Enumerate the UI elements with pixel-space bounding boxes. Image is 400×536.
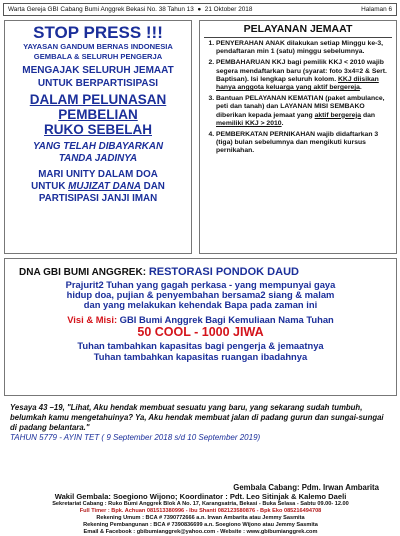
list-item [216, 59, 393, 92]
item-text: Bantuan PELAYANAN KEMATIAN (paket ambulance, peti dan tanah) dan LAYANAN MISI SEMBAKO diberikan kepada jemaat yang [216, 95, 385, 119]
list-item [216, 131, 393, 156]
item-emphasis: KKJ diisikan hanya anggota keluarga yang aktif bergereja [216, 75, 379, 92]
item-emphasis-2: memiliki KKJ > 2010 [216, 119, 282, 127]
cool-jiwa-target: 50 COOL - 1000 JIWA [137, 325, 264, 339]
rekening-pembangunan: Rekening Pembangunan : BCA # 7390836699 a.n. Soegiono Wijono atau Jemmy Sasmita [83, 522, 318, 528]
payoff-line-1: DALAM PELUNASAN [29, 92, 167, 107]
paid-line-1: YANG TELAH DIBAYARKAN [32, 141, 164, 152]
item-text: PENYERAHAN ANAK dilakukan setiap Minggu ke-3, pendaftaran min 1 (satu) minggu sebelumnya. [216, 40, 384, 56]
item-mid: dan [361, 111, 376, 119]
publication-name: Warta Gereja GBI Cabang Bumi Anggrek Bekasi No. 38 Tahun 13 [8, 6, 194, 13]
pray-line-2-post: DAN [140, 181, 165, 192]
verse-block [4, 401, 397, 479]
pray-line-3: PARTISIPASI JANJI IMAN [38, 193, 158, 204]
pray-line-1: MARI UNITY DALAM DOA [38, 169, 158, 180]
visi-text: GBI Bumi Anggrek Bagi Kemuliaan Nama Tuhan [119, 314, 334, 325]
wakil-gembala: Wakil Gembala: Soegiono Wijono; Koordinator : Pdt. Leo Sitinjak & Kalemo Daeli [54, 492, 347, 501]
full-timer: Full Timer : Bpk. Achuan 081513380996 - Ibu Shanti 082123580876 - Bpk Eko 085216494708 [79, 508, 322, 514]
gembala-cabang: Gembala Cabang: Pdm. Irwan Ambarita [233, 483, 379, 492]
org-line-2: GEMBALA & SELURUH PENGERJA [33, 51, 163, 61]
paid-line-2: TANDA JADINYA [58, 153, 138, 164]
pelayanan-jemaat-box [199, 20, 397, 254]
dna-heading [19, 266, 396, 279]
tahun-line: TAHUN 5779 - AYIN TET ( 9 September 2018 s/d 10 September 2019) [10, 433, 261, 443]
item-tail: . [281, 119, 284, 127]
title-divider [204, 37, 392, 38]
pray-line-2 [5, 181, 191, 193]
dna-title: RESTORASI PONDOK DAUD [148, 266, 299, 278]
verse-text: Yesaya 43 –19, "Lihat, Aku hendak membuat sesuatu yang baru, yang sekarang sudah tumbuh, belumkah kamu mengetahuinya? Ya, Aku hendak membuat jalan di padang gurun dan sungai-sungai di padang belantara." [10, 403, 384, 432]
sekretariat: Sekretariat Cabang : Ruko Bumi Anggrek Blok A No. 17, Karangsatria, Bekasi - Buka Selasa - Sabtu 09.00- 12.00 [52, 501, 349, 507]
tambahkan-line-2: Tuhan tambahkan kapasitas ruangan ibadahnya [93, 351, 308, 362]
visi-label: Visi & Misi: [67, 314, 118, 325]
dna-label: DNA GBI BUMI ANGGREK: [19, 267, 147, 278]
newsletter-header [3, 3, 397, 16]
tambahkan-line-1: Tuhan tambahkan kapasitas bagi pengerja & jemaatnya [77, 340, 324, 351]
item-emphasis: aktif bergereja [314, 111, 362, 119]
list-item [216, 95, 393, 128]
item-text: PEMBERKATAN PERNIKAHAN wajib didaftarkan 3 (tiga) bulan sebelumnya dan mengikuti kursus pernikahan. [216, 131, 379, 155]
stop-press-box [4, 20, 192, 254]
list-item [216, 40, 393, 56]
prajurit-line-3: dan yang melakukan kehendak Bapa pada zaman ini [83, 300, 318, 310]
bullet-separator: ● [197, 6, 202, 13]
invite-line-2: UNTUK BERPARTISIPASI [37, 78, 159, 89]
invite-line-1: MENGAJAK SELURUH JEMAAT [22, 65, 174, 76]
item-text: PEMBAHARUAN KKJ bagi pemilik KKJ < 2010 wajib segera mendaftarkan baru (syarat: foto 3x4=2 & Sert. Baptisan). Isi lengkap seluruh kolom. [216, 59, 387, 83]
pray-line-2-pre: UNTUK [31, 181, 69, 192]
dna-visi-box [4, 258, 397, 396]
payoff-line-3: RUKO SEBELAH [43, 122, 152, 137]
pray-line-2-highlight: MUJIZAT DANA [68, 181, 141, 192]
issue-date: 21 Oktober 2018 [204, 6, 253, 13]
church-footer [4, 481, 397, 535]
prajurit-line-2: hidup doa, pujian & penyembahan bersama2 siang & malam [66, 290, 335, 300]
stop-press-title: STOP PRESS !!! [33, 24, 163, 42]
footer-details [4, 501, 397, 536]
page-number: Halaman 6 [361, 6, 392, 13]
pelayanan-list [200, 40, 396, 156]
prajurit-line-1: Prajurit2 Tuhan yang gagah perkasa - yang mempunyai gaya [65, 280, 336, 290]
org-line-1: YAYASAN GANDUM BERNAS INDONESIA [23, 42, 173, 51]
tambahkan-block [5, 340, 396, 362]
item-tail: . [359, 84, 362, 92]
email-website: Email & Facebook : gbibumianggrek@yahoo.com - Website : www.gbibumianggrek.com [83, 529, 318, 535]
prajurit-block [5, 280, 396, 310]
rekening-umum: Rekening Umum : BCA # 7390772666 a.n. Irwan Ambarita atau Jemmy Sasmita [96, 515, 305, 521]
pelayanan-title: PELAYANAN JEMAAT [243, 23, 353, 35]
payoff-line-2: PEMBELIAN [58, 107, 138, 122]
